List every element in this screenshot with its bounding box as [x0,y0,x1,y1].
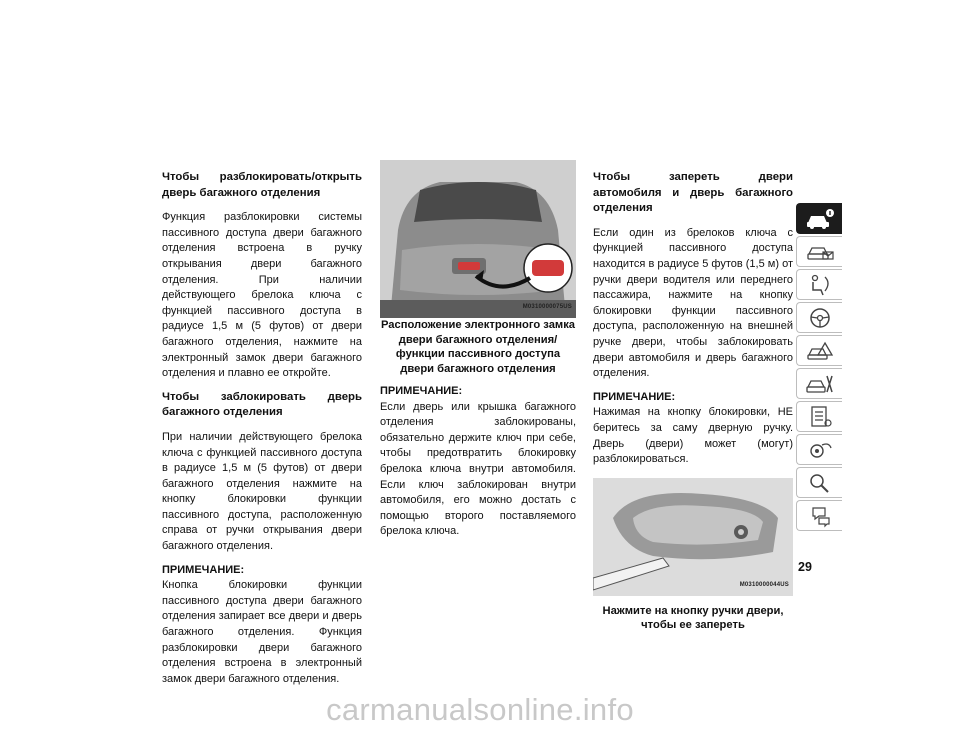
maintenance-list-icon [805,405,835,429]
note-text: Кнопка блокировки функции пассивного доступа двери багажного отделения запирает все двери и дверь багажного отделения. Функция разблокировки двери багажного отделения встроена в электронный замок двери багажного отделения. [162,579,362,685]
note-title: ПРИМЕЧАНИЕ: [162,563,245,576]
tab-driving[interactable] [796,302,842,333]
heading-unlock-liftgate: Чтобы разблокировать/открыть дверь багажного отделения [162,171,362,199]
paragraph-lock-vehicle: Если один из брелоков ключа с функцией пассивного доступа находится в радиусе 5 футов (1,5 м) от ручки двери водителя или переднего пассажира, нажмите на кнопку блокировки функции пассивного доступа, расположенную на внешней ручке двери, чтобы заблокировать двери автомобиля и дверь багажного отделения. [593,226,793,380]
tab-specifications[interactable] [796,434,842,465]
paragraph-unlock: Функция разблокировки системы пассивного доступа двери багажного отделения встроена в ручку открывания двери багажного отделения. При наличии действующего брелока ключа с функцией пассивного доступа в радиусе 1,5 м (5 футов) от двери багажного отделения, нажмите на электронный замок двери багажного отделения и плавно ее откройте. [162,211,362,380]
tab-languages[interactable] [796,500,842,531]
tab-seats[interactable] [796,269,842,300]
page-number: 29 [798,560,812,574]
search-icon [805,471,835,495]
note-title: ПРИМЕЧАНИЕ: [380,385,463,397]
column-left [162,170,362,695]
note-text: Если дверь или крышка багажного отделения заблокированы, обязательно держите ключ при себе, чтобы предотвратить блокировку брелока ключа внутри автомобиля. Если ключ заблокирован внутри автомобиля, его можно достать с помощью второго поставляемого брелока ключа. [380,400,576,538]
column-middle [380,160,576,548]
heading-lock-vehicle: Чтобы запереть двери автомобиля и дверь багажного отделения [593,171,793,215]
steering-wheel-icon [805,306,835,330]
image-code: M0310000075US [522,304,572,311]
multilanguage-icon [805,504,835,528]
image-caption: Нажмите на кнопку ручки двери, чтобы ее запереть [602,604,784,632]
liftgate-illustration [380,160,576,318]
column-right [593,170,793,641]
paragraph-lock: При наличии действующего брелока ключа с функцией пассивного доступа в радиусе 1,5 м (5 футов) от двери багажного отделения нажмите на кнопку блокировки функции пассивного доступа, расположенную справа от ручки открывания двери багажного отделения. [162,430,362,553]
watermark: carmanualsonline.info [326,692,634,727]
door-handle-photo [593,478,793,596]
note-title: ПРИМЕЧАНИЕ: [593,390,676,403]
tab-emergency[interactable] [796,335,842,366]
seat-airbag-icon [805,273,835,297]
note-text: Нажимая на кнопку блокировки, НЕ беритесь за саму дверную ручку. Дверь (двери) может (могут) разблокироваться. [593,406,793,466]
technical-spec-icon [805,438,835,462]
tab-maintenance[interactable] [796,401,842,432]
car-info-icon [805,207,835,231]
tab-safety[interactable] [796,236,842,267]
chapter-tabs [796,203,842,533]
tab-car-info[interactable] [796,203,842,234]
tab-service[interactable] [796,368,842,399]
car-service-icon [805,372,835,396]
tab-index[interactable] [796,467,842,498]
liftgate-photo [380,160,576,318]
image-code: M0310000044US [739,582,789,589]
image-caption: Расположение электронного замка двери багажного отделения/функции пассивного доступа двери багажного отделения [380,319,576,375]
car-crash-icon [805,339,835,363]
car-safety-icon [805,240,835,264]
heading-lock-liftgate: Чтобы заблокировать дверь багажного отделения [162,390,362,419]
